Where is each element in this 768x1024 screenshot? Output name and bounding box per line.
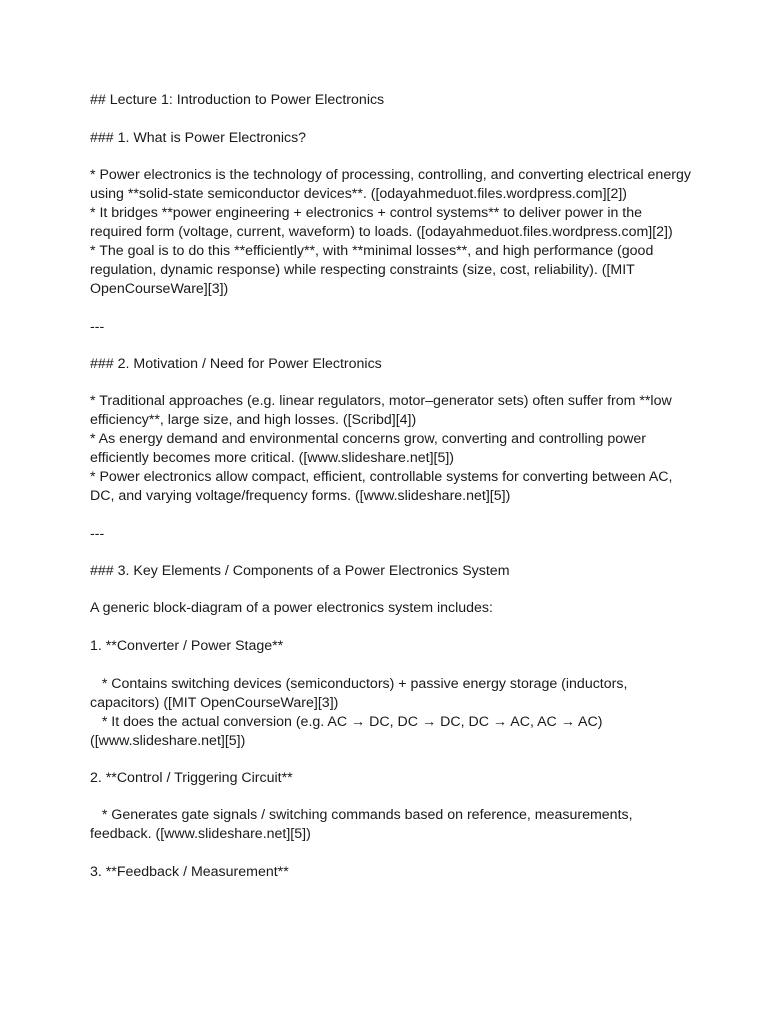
section-2-bullet-3-line-1: * Power electronics allow compact, efficient, controllable systems for converting between AC, — [90, 469, 673, 485]
lecture-heading: ## Lecture 1: Introduction to Power Electronics — [90, 92, 385, 108]
section-3-intro: A generic block‑diagram of a power electronics system includes: — [90, 600, 493, 616]
section-2-heading: ### 2. Motivation / Need for Power Electronics — [90, 356, 382, 372]
section-1-bullet-2-line-2: required form (voltage, current, waveform) to loads. ([odayahmeduot.files.wordpress.com][2]) — [90, 224, 673, 240]
section-2-bullet-2-line-1: * As energy demand and environmental concerns grow, converting and controlling power — [90, 431, 647, 447]
section-1-bullet-1-line-1: * Power electronics is the technology of processing, controlling, and converting electrical energy — [90, 167, 691, 183]
item-2-bullet-1-line-1: * Generates gate signals / switching commands based on reference, measurements, — [90, 807, 633, 823]
section-2-bullet-1-line-1: * Traditional approaches (e.g. linear regulators, motor–generator sets) often suffer from **low — [90, 393, 672, 409]
separator-2: --- — [90, 526, 105, 542]
item-2-bullet-1-line-2: feedback. ([www.slideshare.net][5]) — [90, 826, 311, 842]
item-1-bullet-1-line-1: * Contains switching devices (semiconductors) + passive energy storage (inductors, — [90, 676, 628, 692]
item-1-heading: 1. **Converter / Power Stage** — [90, 638, 284, 654]
separator-1: --- — [90, 319, 105, 335]
section-2-bullet-3-line-2: DC, and varying voltage/frequency forms. ([www.slideshare.net][5]) — [90, 488, 511, 504]
section-3-heading: ### 3. Key Elements / Components of a Power Electronics System — [90, 563, 510, 579]
section-1-bullet-1-line-2: using **solid-state semiconductor devices**. ([odayahmeduot.files.wordpress.com][2]) — [90, 186, 628, 202]
item-1-bullet-1-line-2: capacitors) ([MIT OpenCourseWare][3]) — [90, 695, 339, 711]
item-1-bullet-2-line-2: ([www.slideshare.net][5]) — [90, 733, 246, 749]
section-1-bullet-3-line-2: regulation, dynamic response) while respecting constraints (size, cost, reliability). ([MIT — [90, 262, 635, 278]
section-1-bullet-3-line-3: OpenCourseWare][3]) — [90, 281, 229, 297]
section-1-bullet-2-line-1: * It bridges **power engineering + electronics + control systems** to deliver power in the — [90, 205, 643, 221]
section-1-bullet-3-line-1: * The goal is to do this **efficiently**, with **minimal losses**, and high performance (good — [90, 243, 654, 259]
section-1-heading: ### 1. What is Power Electronics? — [90, 130, 307, 146]
item-1-bullet-2-line-1: * It does the actual conversion (e.g. AC → DC, DC → DC, DC → AC, AC → AC) — [90, 714, 603, 730]
item-2-heading: 2. **Control / Triggering Circuit** — [90, 770, 293, 786]
section-2-bullet-1-line-2: efficiency**, large size, and high losses. ([Scribd][4]) — [90, 412, 417, 428]
section-2-bullet-2-line-2: efficiently becomes more critical. ([www.slideshare.net][5]) — [90, 450, 455, 466]
item-3-heading: 3. **Feedback / Measurement** — [90, 864, 289, 880]
